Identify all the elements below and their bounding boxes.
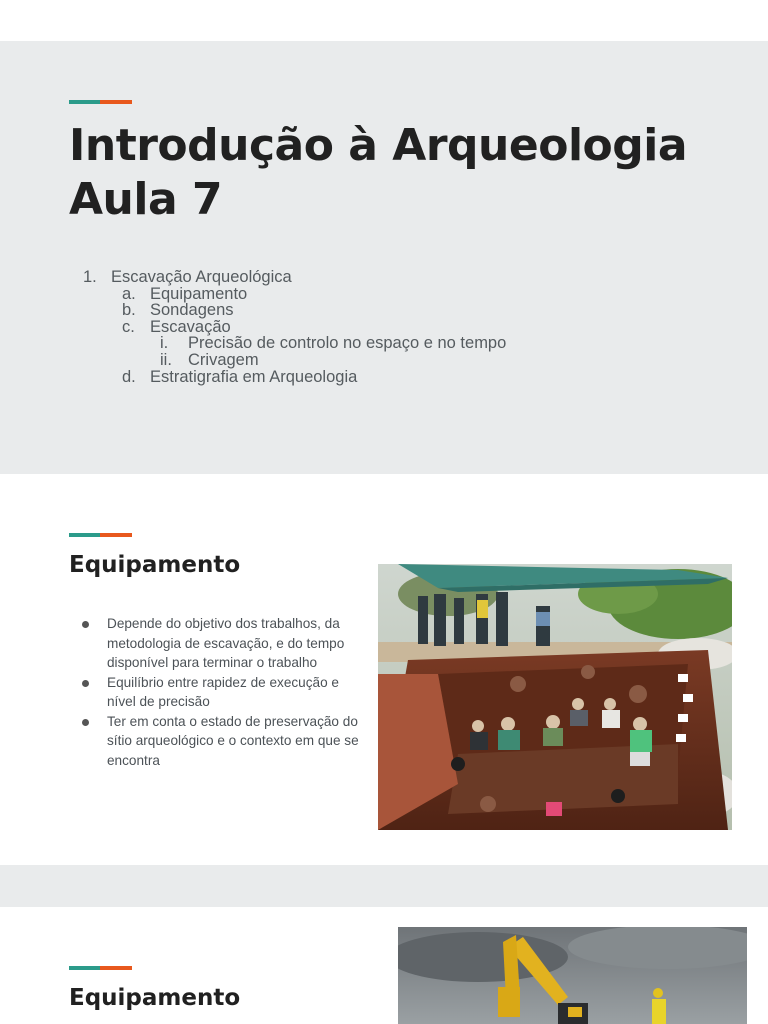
- accent-bar-orange: [100, 966, 132, 970]
- excavator-photo: [398, 927, 747, 1024]
- accent-bar-orange: [100, 100, 132, 104]
- agenda-roman: ii.: [160, 350, 172, 369]
- agenda-text: Sondagens: [150, 301, 234, 320]
- bullet-dot: [82, 719, 89, 726]
- bullet-item: [82, 712, 367, 771]
- agenda-text: Crivagem: [188, 350, 259, 369]
- bullet-text: Equilíbrio entre rapidez de execução e nível de precisão: [107, 674, 339, 709]
- accent-bar-teal: [69, 966, 100, 970]
- agenda-number: 1.: [83, 268, 97, 286]
- page-top-margin: [0, 0, 768, 41]
- slide-equipamento-2: [0, 907, 768, 1024]
- slide-title: [0, 41, 768, 432]
- accent-bar: [69, 966, 132, 970]
- agenda-letter: d.: [122, 367, 136, 386]
- agenda-text: Escavação Arqueológica: [111, 268, 292, 286]
- agenda-letter: b.: [122, 301, 136, 320]
- bullet-dot: [82, 680, 89, 687]
- bullet-text: Depende do objetivo dos trabalhos, da metodologia de escavação, e do tempo disponível para terminar o trabalho: [107, 616, 345, 670]
- accent-bar-teal: [69, 100, 100, 104]
- agenda-text: Escavação: [150, 317, 231, 336]
- excavation-photo-image: [378, 564, 732, 830]
- excavator-photo-image: [398, 927, 747, 1024]
- agenda-text: Equipamento: [150, 284, 248, 303]
- agenda-letter: a.: [122, 284, 136, 303]
- accent-bar-orange: [100, 533, 132, 537]
- bullet-text: Ter em conta o estado de preservação do sítio arqueológico e o contexto em que se encontra: [107, 713, 359, 768]
- excavation-photo: [378, 564, 732, 830]
- accent-bar: [69, 533, 132, 537]
- slide-equipamento: [0, 474, 768, 865]
- slide-heading: Equipamento: [69, 985, 241, 1011]
- agenda-letter: c.: [122, 317, 135, 336]
- accent-bar-teal: [69, 533, 100, 537]
- page-title: [69, 119, 687, 227]
- bullet-dot: [82, 621, 89, 628]
- title-line-1: Introdução à Arqueologia: [69, 120, 688, 171]
- agenda-text: Precisão de controlo no espaço e no tempo: [188, 334, 507, 353]
- agenda-text: Estratigrafia em Arqueologia: [150, 367, 358, 386]
- title-line-2: Aula 7: [69, 174, 223, 225]
- bullet-list: [82, 614, 367, 770]
- agenda-roman: i.: [160, 334, 169, 353]
- bullet-item: [82, 673, 367, 712]
- accent-bar: [69, 100, 132, 104]
- bullet-item: [82, 614, 367, 673]
- slide-heading: Equipamento: [69, 552, 241, 578]
